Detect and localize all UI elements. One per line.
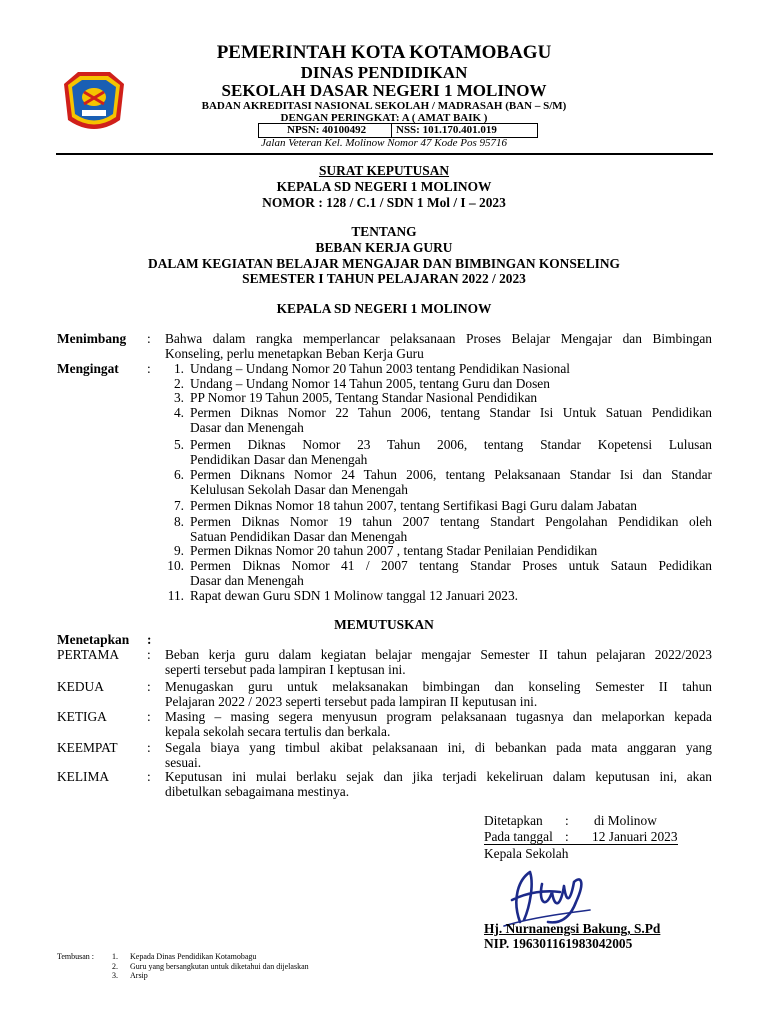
- decision-colon: :: [147, 769, 151, 784]
- gov-name: PEMERINTAH KOTA KOTAMOBAGU: [216, 42, 552, 63]
- decision-text-cont: sesuai.: [165, 755, 202, 770]
- decision-label: KEEMPAT: [57, 740, 118, 755]
- item-number: 10.: [167, 558, 184, 573]
- item-number: 2.: [173, 376, 184, 391]
- item-number: 1.: [173, 361, 184, 376]
- item-text-cont: Kelulusan Sekolah Dasar dan Menengah: [190, 482, 408, 497]
- date-colon: :: [565, 829, 569, 844]
- about-heading: TENTANG: [351, 224, 417, 239]
- decision-text: Masing – masing segera menyusun program pelaksanaan tugasnya dan melaporkan kepada: [165, 709, 712, 724]
- position-title: Kepala Sekolah: [484, 846, 569, 861]
- npsn: NPSN: 40100492: [287, 124, 367, 136]
- tembusan-item: Arsip: [130, 971, 148, 980]
- school-address: Jalan Veteran Kel. Molinow Nomor 47 Kode Pos 95716: [261, 137, 507, 149]
- item-number: 3.: [173, 390, 184, 405]
- issuer-heading: KEPALA SD NEGERI 1 MOLINOW: [276, 301, 492, 316]
- item-text: Undang – Undang Nomor 20 Tahun 2003 tentang Pendidikan Nasional: [190, 361, 571, 376]
- item-text: Rapat dewan Guru SDN 1 Molinow tanggal 12 Januari 2023.: [190, 588, 519, 603]
- item-number: 5.: [173, 437, 184, 452]
- item-number: 6.: [173, 467, 184, 482]
- letterhead-rule: [56, 153, 713, 155]
- decision-text: Beban kerja guru dalam kegiatan belajar mengajar Semester II tahun pelajaran 2022/2023: [165, 647, 712, 662]
- school-name: SEKOLAH DASAR NEGERI 1 MOLINOW: [221, 81, 547, 100]
- decision-text: Segala biaya yang timbul akibat pelaksanaan ini, di bebankan pada mata anggaran yang: [165, 740, 712, 755]
- subject-line-2: DALAM KEGIATAN BELAJAR MENGAJAR DAN BIMBINGAN KONSELING: [148, 256, 620, 271]
- date-label: Pada tanggal: [484, 829, 553, 844]
- subject-line-1: BEBAN KERJA GURU: [315, 240, 453, 255]
- decision-label: KETIGA: [57, 709, 107, 724]
- subject-line-3: SEMESTER I TAHUN PELAJARAN 2022 / 2023: [242, 271, 526, 286]
- item-text-cont: Pendidikan Dasar dan Menengah: [190, 452, 368, 467]
- decision-label: PERTAMA: [57, 647, 120, 662]
- decision-text-cont: Pelajaran 2022 / 2023 seperti tersebut pada lampiran II keputusan ini.: [165, 694, 538, 709]
- item-text-cont: Satuan Pendidikan Dasar dan Menengah: [190, 529, 408, 544]
- date-value: 12 Januari 2023: [592, 829, 678, 844]
- decision-text-cont: kepala sekolah secara tertulis dan berkala.: [165, 724, 391, 739]
- menetapkan-colon: :: [147, 632, 152, 647]
- accreditation-rank: DENGAN PERINGKAT: A ( AMAT BAIK ): [280, 112, 488, 124]
- mengingat-colon: :: [147, 361, 151, 376]
- decree-number: NOMOR : 128 / C.1 / SDN 1 Mol / I – 2023: [262, 195, 506, 210]
- item-number: 7.: [173, 498, 184, 513]
- doc-type: SURAT KEPUTUSAN: [318, 163, 450, 178]
- tembusan-item: Guru yang bersangkutan untuk diketahui dan dijelaskan: [130, 962, 309, 971]
- ids-divider: [391, 124, 392, 137]
- item-text: PP Nomor 19 Tahun 2005, Tentang Standar Nasional Pendidikan: [190, 390, 538, 405]
- place-label: Ditetapkan: [484, 813, 543, 828]
- item-text: Permen Diknas Nomor 22 Tahun 2006, tentang Standar Isi Untuk Satuan Pendidikan: [190, 405, 712, 420]
- menetapkan-label: Menetapkan: [57, 632, 130, 647]
- office-name: DINAS PENDIDIKAN: [300, 63, 468, 82]
- decision-text: Keputusan ini mulai berlaku sejak dan jika terjadi kekeliruan dalam keputusan ini, akan: [165, 769, 712, 784]
- place-colon: :: [565, 813, 569, 828]
- mengingat-label: Mengingat: [57, 361, 119, 376]
- menimbang-colon: :: [147, 331, 151, 346]
- tembusan-number: 1.: [112, 952, 118, 961]
- menimbang-line-1: Bahwa dalam rangka memperlancar pelaksanaan Proses Belajar Mengajar dan Bimbingan: [165, 331, 712, 346]
- menimbang-label: Menimbang: [57, 331, 127, 346]
- item-text: Permen Diknas Nomor 20 tahun 2007 , tentang Stadar Penilaian Pendidikan: [190, 543, 598, 558]
- item-text: Permen Diknas Nomor 18 tahun 2007, tentang Sertifikasi Bagi Guru dalam Jabatan: [190, 498, 638, 513]
- signer-nip: NIP. 196301161983042005: [484, 936, 633, 951]
- signer-name: Hj. Nurnanengsi Bakung, S.Pd: [484, 921, 661, 936]
- item-number: 8.: [173, 514, 184, 529]
- item-text-cont: Dasar dan Menengah: [190, 420, 304, 435]
- nss: NSS: 101.170.401.019: [396, 124, 497, 136]
- tembusan-number: 3.: [112, 971, 118, 980]
- tembusan-label: Tembusan :: [57, 952, 94, 961]
- item-text: Permen Diknans Nomor 24 Tahun 2006, tentang Pelaksanaan Standar Isi dan Standar: [190, 467, 712, 482]
- item-text: Undang – Undang Nomor 14 Tahun 2005, tentang Guru dan Dosen: [190, 376, 550, 391]
- memutuskan-heading: MEMUTUSKAN: [334, 617, 434, 632]
- date-underline: [484, 844, 678, 845]
- item-text: Permen Diknas Nomor 23 Tahun 2006, tentang Standar Kopetensi Lulusan: [190, 437, 712, 452]
- item-text: Permen Diknas Nomor 19 tahun 2007 tentang Standart Pengolahan Pendidikan oleh: [190, 514, 712, 529]
- issuer: KEPALA SD NEGERI 1 MOLINOW: [276, 179, 492, 194]
- item-text: Permen Diknas Nomor 41 / 2007 tentang Standar Proses untuk Sataun Pedidikan: [190, 558, 712, 573]
- school-ids-box: [258, 123, 538, 138]
- tembusan-item: Kepada Dinas Pendidikan Kotamobagu: [130, 952, 257, 961]
- tembusan-number: 2.: [112, 962, 118, 971]
- decision-text-cont: seperti tersebut pada lampiran I keptusan ini.: [165, 662, 406, 677]
- item-number: 4.: [173, 405, 184, 420]
- item-number: 11.: [167, 588, 184, 603]
- decision-label: KELIMA: [57, 769, 110, 784]
- menimbang-line-2: Konseling, perlu menetapkan Beban Kerja Guru: [165, 346, 424, 361]
- item-number: 9.: [173, 543, 184, 558]
- accreditation-body: BADAN AKREDITASI NASIONAL SEKOLAH / MADRASAH (BAN – S/M): [201, 100, 567, 112]
- decision-label: KEDUA: [57, 679, 104, 694]
- decision-colon: :: [147, 679, 151, 694]
- decision-text-cont: dibetulkan sebagaimana mestinya.: [165, 784, 350, 799]
- decision-text: Menugaskan guru untuk melaksanakan bimbingan dan konseling Semester II tahun: [165, 679, 712, 694]
- item-text-cont: Dasar dan Menengah: [190, 573, 304, 588]
- decision-colon: :: [147, 647, 151, 662]
- place-value: di Molinow: [594, 813, 657, 828]
- decision-colon: :: [147, 740, 151, 755]
- decision-colon: :: [147, 709, 151, 724]
